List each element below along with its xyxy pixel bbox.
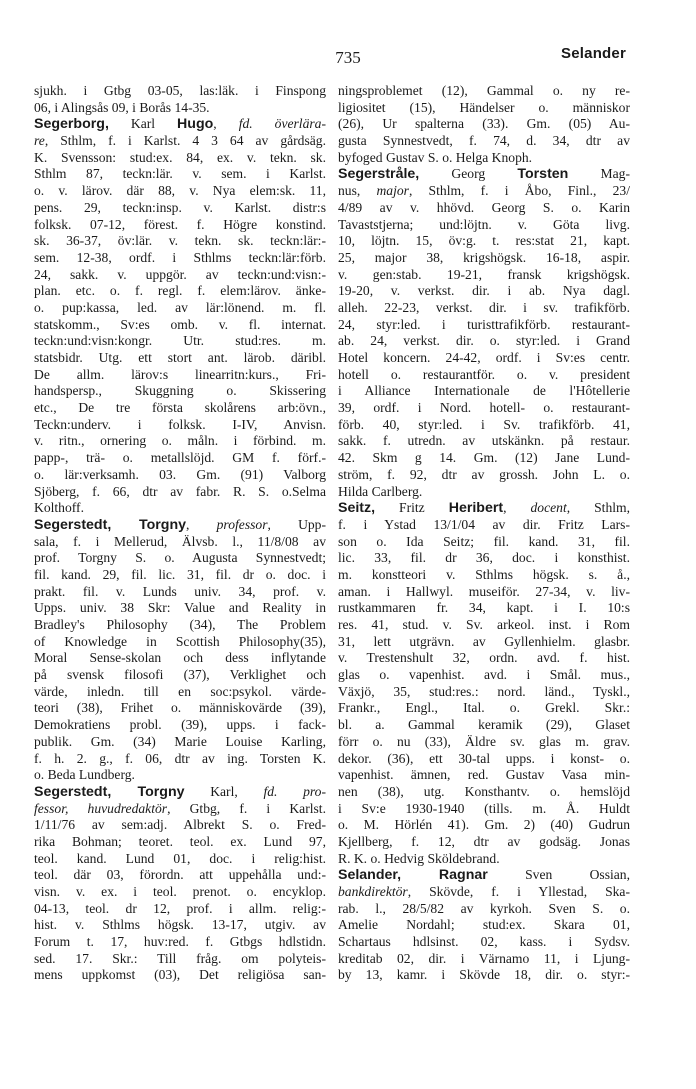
- text-run: Fritz: [375, 500, 449, 516]
- text-run: Schartaus hdlsinst. 02, kass. i Sydsv.: [338, 934, 630, 950]
- entry-title: re: [34, 133, 45, 149]
- text-line: [34, 784, 326, 801]
- text-line: [34, 166, 326, 183]
- entry-title: bankdirektör: [338, 884, 408, 899]
- text-run: f. i Ystad 13/1/04 av dir. Fritz Lars-: [338, 516, 630, 532]
- text-line: [338, 650, 630, 667]
- text-line: [34, 283, 326, 300]
- text-run: ,: [186, 516, 217, 532]
- text-line: [338, 951, 630, 968]
- text-run: sk. 36-37, öv:lär. v. tekn. sk. teckn:lär:-: [34, 233, 326, 249]
- text-run: plan. etc. o. f. regl. f. elem:lärov. änke-: [34, 283, 326, 299]
- text-line: [34, 801, 326, 818]
- entry-headword: Segerborg,: [34, 116, 109, 133]
- text-line: [338, 617, 630, 634]
- text-line: [338, 667, 630, 684]
- text-run: teckn:und:visn:kongr. Utr. stud:res. m.: [34, 333, 326, 349]
- entry-title: professor: [216, 516, 268, 532]
- text-line: [338, 517, 630, 534]
- text-run: Tavaststjerna; und:löjtn. v. Göta livg.: [338, 216, 630, 232]
- text-line: [34, 867, 326, 884]
- text-run: Frankr., Engl., Ital. o. Grekl. Skr.:: [338, 700, 630, 716]
- text-run: Amelie Nordahl; stud:ex. Skara 01,: [338, 917, 630, 933]
- text-line: [338, 317, 630, 334]
- text-run: De allm. lärov:s linearritn:kurs., Fri-: [34, 366, 326, 382]
- text-run: 06, i Alingsås 09, i Borås 14-35.: [34, 99, 210, 115]
- entry-headword: Seitz,: [338, 500, 376, 517]
- entry-headword: Segerstråle,: [338, 166, 420, 183]
- text-line: [34, 317, 326, 334]
- text-run: Georg: [419, 166, 518, 182]
- text-line: [338, 150, 630, 167]
- text-line: [34, 300, 326, 317]
- text-line: [338, 717, 630, 734]
- text-line: [34, 951, 326, 968]
- text-run: 25, major 38, krigshögsk. 16-18, aspir.: [338, 249, 630, 265]
- text-run: of Knowledge in Scottish Philosophy(35),: [34, 633, 326, 649]
- text-run: teori (38), Frihet o. människovärde (39),: [34, 700, 326, 716]
- text-run: Hotel koncern. 24-42, ordf. i Sv:es centr.: [338, 350, 630, 365]
- text-run: Sjöberg, f. 66, dtr av fabr. R. S. o.Selma: [34, 483, 326, 499]
- text-line: [34, 667, 326, 684]
- page-number: 735: [335, 48, 361, 67]
- text-line: [338, 217, 630, 234]
- text-line: [34, 767, 326, 784]
- text-run: 24, styr:led. i turisttrafikförb. restaurant-: [338, 316, 630, 332]
- text-run: 4/89 av v. hhövd. Georg S. o. Karin: [338, 199, 630, 215]
- text-line: [34, 634, 326, 651]
- text-run: Karl: [108, 116, 178, 132]
- text-run: byfoged Gustav S. o. Helga Knoph.: [338, 149, 533, 165]
- text-line: [34, 617, 326, 634]
- text-line: [338, 183, 630, 200]
- text-run: Sven Ossian,: [487, 867, 630, 883]
- text-line: [338, 450, 630, 467]
- text-line: [338, 383, 630, 400]
- text-line: [34, 150, 326, 167]
- text-line: [34, 267, 326, 284]
- text-run: , Skövde, f. i Yllestad, Ska-: [407, 884, 630, 899]
- text-line: [338, 700, 630, 717]
- text-line: [338, 250, 630, 267]
- text-line: [338, 600, 630, 617]
- text-run: Hilda Carlberg.: [338, 483, 423, 499]
- text-line: [338, 884, 630, 901]
- text-line: [338, 734, 630, 751]
- text-run: nus,: [338, 183, 377, 199]
- text-line: [34, 934, 326, 951]
- text-line: [34, 684, 326, 701]
- text-line: [34, 333, 326, 350]
- text-run: m. konstteori v. Sthlms högsk. s. å.,: [338, 566, 630, 582]
- text-run: på svensk filosofi (37), Verklighet och: [34, 667, 326, 683]
- text-run: son o. Ida Seitz; fil. kand. 31, fil.: [338, 533, 630, 549]
- text-run: kreditab 02, dir. i Värnamo 11, i Ljung-: [338, 950, 630, 966]
- text-run: rab. l., 28/5/82 av kyrkoh. Sven S. o.: [338, 900, 630, 916]
- text-run: sed. 17. Skr.: Till fråg. om polyteis-: [34, 950, 326, 966]
- text-line: [34, 600, 326, 617]
- text-run: f. h. 2. g., f. 06, dtr av ing. Torsten K.: [34, 750, 326, 766]
- entry-title: fd. pro-: [263, 783, 326, 799]
- text-line: [338, 233, 630, 250]
- text-run: sjukh. i Gtbg 03-05, las:läk. i Finspong: [34, 83, 326, 98]
- text-run: ligiositet (15), Händelser o. människor: [338, 99, 630, 115]
- text-run: , Sthlm, f. i Åbo, Finl., 23/: [408, 183, 630, 199]
- text-line: [338, 484, 630, 501]
- text-line: [338, 500, 630, 517]
- text-line: [34, 400, 326, 417]
- text-run: Kjellberg, f. 12, dtr av godsäg. Jonas: [338, 833, 630, 849]
- text-run: handspersp., Skuggning o. Skissering: [34, 383, 326, 399]
- text-line: [34, 834, 326, 851]
- text-run: prakt. fil. v. Lunds univ. 34, prof. v.: [34, 583, 326, 599]
- text-line: [34, 133, 326, 150]
- text-run: glas o. vapenhist. avd. i Smål. mus.,: [338, 667, 630, 683]
- text-line: [34, 700, 326, 717]
- text-run: v. Trestenshult 32, ordn. avd. f. hist.: [338, 650, 630, 666]
- text-line: [34, 450, 326, 467]
- text-run: statsbidr. Utg. ett stort ant. lärob. däribl.: [34, 350, 326, 365]
- text-line: [338, 367, 630, 384]
- entry-title: major: [376, 183, 409, 199]
- text-line: [34, 250, 326, 267]
- text-run: i Sv:e 1930-1940 (tills. m. Å. Huldt: [338, 800, 630, 816]
- text-run: Karl,: [184, 783, 264, 799]
- text-line: [338, 550, 630, 567]
- text-run: Mag-: [568, 166, 630, 182]
- text-line: [338, 333, 630, 350]
- text-line: [338, 116, 630, 133]
- text-run: o. Beda Lundberg.: [34, 767, 135, 783]
- text-run: 24, sakk. v. uppgör. av teckn:und:visn:-: [34, 266, 326, 282]
- text-run: visn. v. ex. i teol. prenot. o. encyklop.: [34, 884, 326, 899]
- text-run: (26), Ur spalterna (33). Gm. (05) Au-: [338, 116, 630, 132]
- text-run: by 13, kamr. i Skövde 18, dir. o. styr:-: [338, 967, 630, 983]
- text-run: mens uppkomst (03), Det religiösa san-: [34, 967, 326, 983]
- text-line: [338, 100, 630, 117]
- text-line: [338, 834, 630, 851]
- text-run: ningsproblemet (12), Gammal o. ny re-: [338, 83, 630, 98]
- text-run: sakk. f. utredn. av utskänkn. på restaur.: [338, 433, 630, 449]
- text-run: lic. 33, fil. dr 36, doc. i konsthist.: [338, 550, 630, 566]
- text-run: v. gen:stab. 19-21, fransk krigshögsk.: [338, 266, 630, 282]
- text-run: v. ritn., ornering o. måln. i förbind. m.: [34, 433, 326, 449]
- entry-given-name: Torsten: [517, 166, 569, 183]
- text-line: [34, 917, 326, 934]
- text-run: hist. v. Sthlms högsk. 13-17, utgiv. av: [34, 917, 326, 933]
- text-line: [338, 350, 630, 367]
- text-line: [338, 767, 630, 784]
- text-run: 04-13, teol. dr 12, prof. i allm. relig:-: [34, 900, 326, 916]
- text-line: [338, 801, 630, 818]
- text-run: K. Svensson: stud:ex. 84, ex. v. tekn. sk.: [34, 149, 326, 165]
- text-line: [338, 83, 630, 100]
- text-run: , Sthlm, f. i Karlst. 4 3 64 av gårdsäg.: [44, 133, 326, 149]
- text-run: prof. Torgny S. o. Augusta Synnestvedt;: [34, 550, 326, 566]
- text-run: sem. 12-38, ordf. i Sthlms teckn:lär:förb.: [34, 249, 326, 265]
- text-line: [34, 851, 326, 868]
- entry-headword: Selander, Ragnar: [338, 867, 488, 884]
- text-line: [338, 934, 630, 951]
- text-run: vapenhist. ämnen, red. Gustav Vasa min-: [338, 767, 630, 783]
- entry-headword: Segerstedt, Torgny: [34, 516, 187, 533]
- text-run: o. lär:verksamh. 03. Gm. (91) Valborg: [34, 466, 326, 482]
- text-run: teol. kand. Lund 01, doc. i relig:hist.: [34, 850, 326, 866]
- text-line: [338, 817, 630, 834]
- text-line: [34, 584, 326, 601]
- text-line: [338, 300, 630, 317]
- text-line: [338, 851, 630, 868]
- text-line: [338, 267, 630, 284]
- text-line: [338, 634, 630, 651]
- text-line: [338, 433, 630, 450]
- text-line: [34, 233, 326, 250]
- text-line: [338, 751, 630, 768]
- text-run: res. 41, stud. v. Sv. arkeol. inst. i Rom: [338, 617, 630, 632]
- text-run: Bradley's Philosophy (34), The Problem: [34, 617, 326, 632]
- text-run: 19-20, v. verkst. dir. i ab. Nya dagl.: [338, 283, 630, 299]
- text-run: rustkammaren fr. 34, kapt. i I. 10:s: [338, 600, 630, 616]
- text-run: alleh. 22-23, verkst. dir. i sv. trafikförb.: [338, 299, 630, 315]
- text-line: [34, 200, 326, 217]
- text-run: 1/11/76 av sem:adj. Albrekt S. o. Fred-: [34, 817, 326, 833]
- text-line: [34, 116, 326, 133]
- text-line: [34, 884, 326, 901]
- text-run: hotell o. restaurantför. o. v. president: [338, 366, 630, 382]
- text-line: [34, 83, 326, 100]
- text-line: [338, 400, 630, 417]
- entry-given-name: Heribert: [448, 500, 504, 517]
- text-run: nen (38), utg. Konsthantv. o. hemslöjd: [338, 783, 630, 799]
- text-run: Demokratiens probl. (39), upps. i fack-: [34, 717, 326, 733]
- entry-title: fessor, huvudredaktör: [34, 800, 168, 816]
- text-run: Kolthoff.: [34, 500, 84, 516]
- text-run: förb. 40, styr:led. i Sv. trafikförb. 41,: [338, 416, 630, 432]
- text-line: [338, 534, 630, 551]
- text-run: Moral Sense-skolan och dess inflytande: [34, 650, 326, 666]
- text-line: [338, 917, 630, 934]
- text-run: 31, lett utgrävn. av Gyllenhielm. glasbr.: [338, 633, 630, 649]
- text-run: papp-, trä- o. metallslöjd. GM f. förf.-: [34, 450, 326, 466]
- text-run: o. v. lärov. där 88, v. Nya elem:sk. 11,: [34, 183, 326, 199]
- text-line: [338, 133, 630, 150]
- text-line: [34, 383, 326, 400]
- text-line: [338, 467, 630, 484]
- text-run: , Sthlm,: [566, 500, 630, 516]
- text-run: i Alliance Internationale de l'Hôtellerie: [338, 383, 630, 399]
- text-run: ,: [213, 116, 239, 132]
- text-line: [34, 367, 326, 384]
- text-line: [338, 567, 630, 584]
- text-run: ,: [503, 500, 531, 516]
- text-run: , Gtbg, f. i Karlst.: [167, 800, 326, 816]
- entry-given-name: Hugo: [177, 116, 214, 133]
- text-run: , Upp-: [267, 516, 326, 532]
- text-run: Teckn:underv. i folksk. I-IV, Anvisn.: [34, 416, 326, 432]
- text-run: 39, ordf. i Nord. hotell- o. restaurant-: [338, 400, 630, 416]
- text-line: [34, 650, 326, 667]
- text-line: [34, 217, 326, 234]
- text-line: [338, 784, 630, 801]
- text-line: [34, 484, 326, 501]
- text-run: bl. a. Gammal keramik (29), Glaset: [338, 717, 630, 733]
- text-line: [34, 550, 326, 567]
- text-line: [34, 350, 326, 367]
- text-line: [34, 100, 326, 117]
- text-line: [34, 500, 326, 517]
- text-line: [34, 467, 326, 484]
- text-line: [34, 517, 326, 534]
- text-run: etc., De tre första skolårens arb:övn.,: [34, 400, 326, 416]
- text-run: folksk. 07-12, förest. f. Högre konstind.: [34, 216, 326, 232]
- text-line: [338, 417, 630, 434]
- text-run: 42. Skm g 14. Gm. (12) Jane Lund-: [338, 450, 630, 466]
- text-line: [34, 534, 326, 551]
- entry-headword: Segerstedt, Torgny: [34, 783, 185, 800]
- right-column: [338, 83, 630, 984]
- text-run: ström, f. 92, dtr av grossh. John L. o.: [338, 466, 630, 482]
- left-column: [34, 83, 326, 984]
- text-line: [338, 166, 630, 183]
- text-line: [34, 567, 326, 584]
- text-run: statskomm., Sv:es omb. v. fl. internat.: [34, 316, 326, 332]
- text-run: Sthlm 87, teckn:lär. v. sem. i Karlst.: [34, 166, 326, 182]
- text-run: värde, inledn. till en soc:psykol. värde-: [34, 683, 326, 699]
- text-run: publik. Gm. (34) Marie Louise Karling,: [34, 733, 326, 749]
- text-line: [34, 967, 326, 984]
- running-head: Selander: [561, 45, 626, 62]
- text-line: [34, 734, 326, 751]
- text-line: [34, 717, 326, 734]
- text-run: Växjö, 35, stud:res.: nord. länd., Tyskl.,: [338, 683, 630, 699]
- text-run: teol. där 03, förordn. att uppehålla und:-: [34, 867, 326, 883]
- text-line: [34, 183, 326, 200]
- text-run: fil. kand. 29, fil. lic. 31, fil. dr o. doc. i: [34, 566, 326, 582]
- entry-title: docent: [530, 500, 567, 516]
- text-run: R. K. o. Hedvig Sköldebrand.: [338, 850, 500, 866]
- text-line: [338, 967, 630, 984]
- text-line: [34, 751, 326, 768]
- text-run: o. pup:kassa, led. av lär:lönend. m. fl.: [34, 299, 326, 315]
- text-line: [338, 684, 630, 701]
- text-line: [338, 867, 630, 884]
- text-line: [34, 901, 326, 918]
- text-run: rika Bohman; teoret. teol. ex. Lund 97,: [34, 833, 326, 849]
- entry-title: fd. överlära-: [238, 116, 326, 132]
- text-run: Upps. univ. 38 Skr: Value and Reality in: [34, 600, 326, 616]
- text-run: pens. 29, teckn:insp. v. Karlst. distr:s: [34, 199, 326, 215]
- text-run: förr o. nu (33), Äldre sv. glas m. grav.: [338, 733, 630, 749]
- text-line: [338, 200, 630, 217]
- text-run: Forum t. 17, huv:red. f. Gtbgs hdlstidn.: [34, 934, 326, 950]
- text-run: ab. 24, verkst. dir. o. styr:led. i Grand: [338, 333, 630, 349]
- text-line: [338, 584, 630, 601]
- text-run: dekor. (36), ett 30-tal upps. i konst- o.: [338, 750, 630, 766]
- text-run: sala, f. i Mellerud, Älvsb. l., 11/8/08 av: [34, 533, 326, 549]
- text-run: 10, löjtn. 15, öv:g. t. res:stat 21, kapt.: [338, 233, 630, 249]
- text-line: [34, 817, 326, 834]
- text-run: o. M. Hörlén 41). Gm. 2) (40) Gudrun: [338, 817, 630, 833]
- text-line: [338, 283, 630, 300]
- text-line: [34, 433, 326, 450]
- text-line: [338, 901, 630, 918]
- text-run: gusta Synnestvedt, f. 74, d. 34, dtr av: [338, 133, 630, 149]
- text-run: aman. i Hallwyl. museiför. 27-34, v. liv-: [338, 583, 630, 599]
- text-line: [34, 417, 326, 434]
